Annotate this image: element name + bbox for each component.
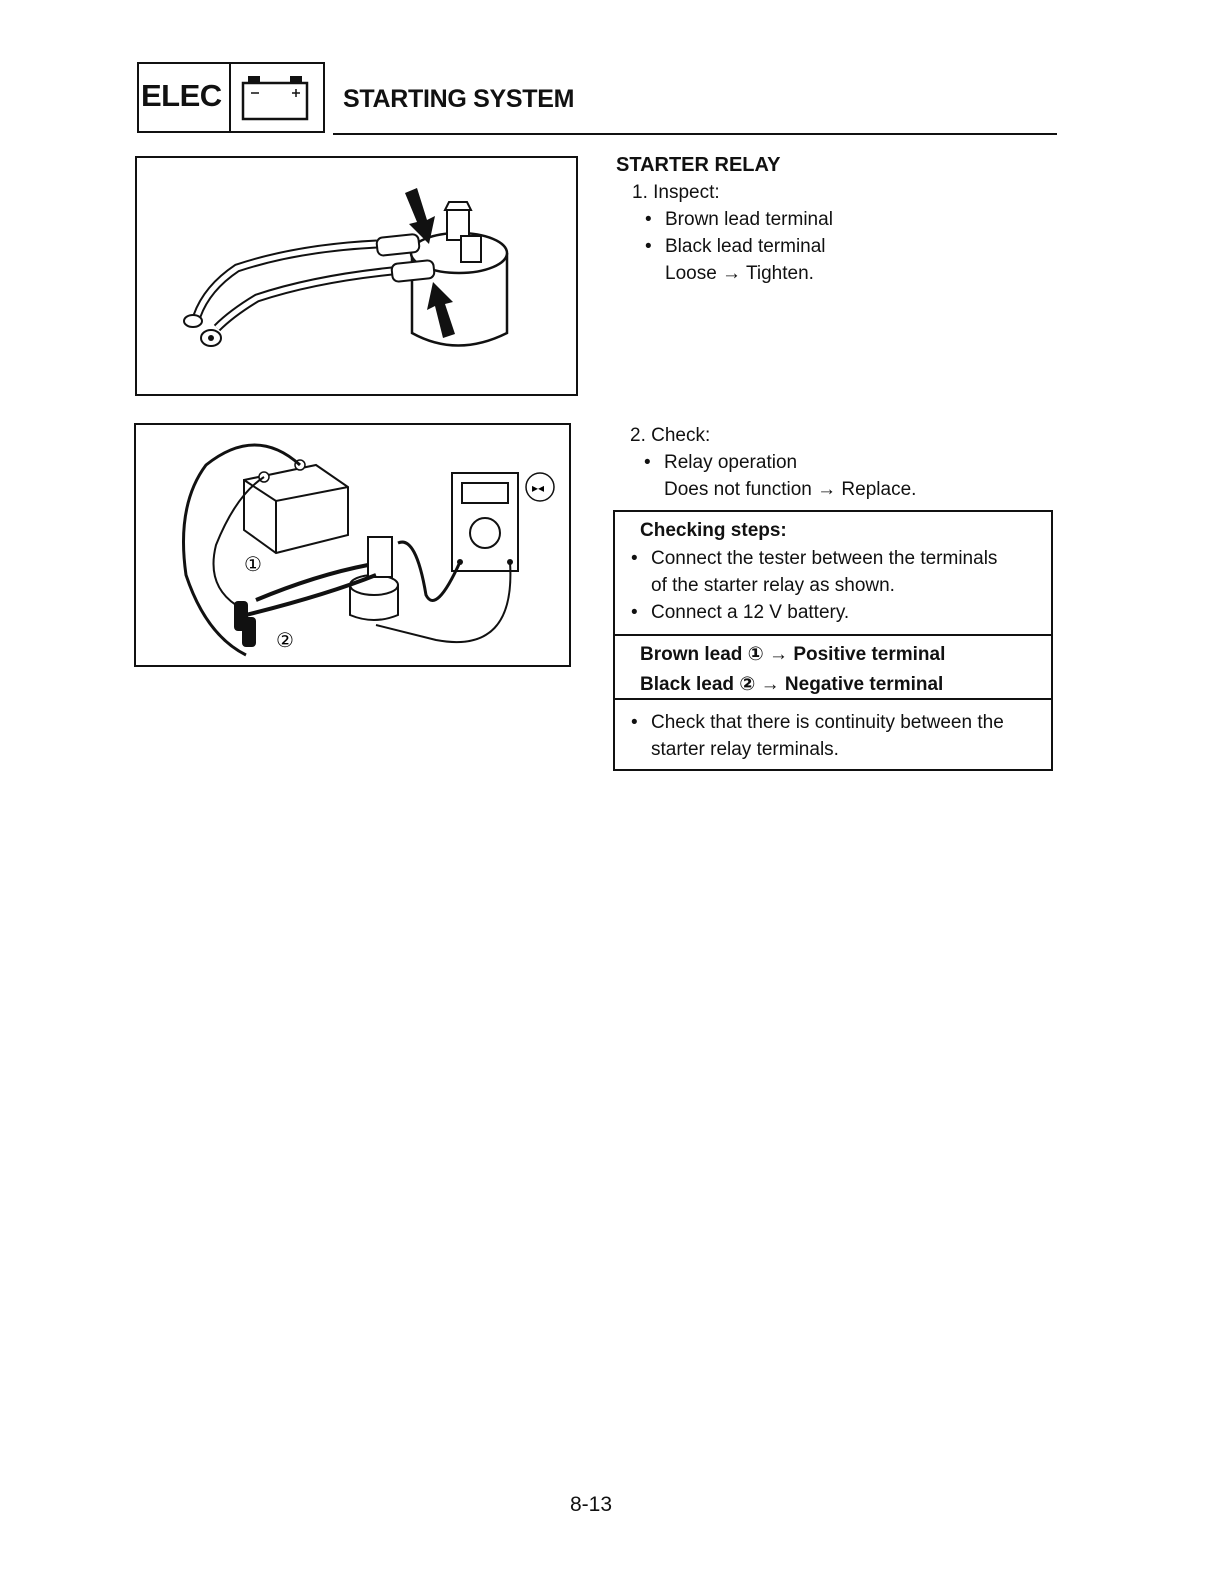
step-2-result: Does not function → Replace. [664, 479, 917, 500]
header-rule [333, 133, 1057, 135]
step-1-result: Loose → Tighten. [665, 263, 814, 284]
checking-final-item: • Check that there is continuity between the [651, 712, 1004, 734]
battery-icon [240, 74, 312, 124]
svg-text:▸◂: ▸◂ [532, 481, 545, 495]
step-1-label: 1. Inspect: [632, 182, 720, 203]
connection-brown-lead: Brown lead ① → Positive terminal [640, 644, 946, 665]
steps-divider [613, 698, 1053, 700]
page-number: 8-13 [570, 1493, 613, 1516]
section-code: ELEC [141, 78, 222, 113]
step-1-item: • Black lead terminal [665, 236, 826, 258]
connection-black-lead: Black lead ② → Negative terminal [640, 674, 944, 695]
section-heading: STARTER RELAY [616, 154, 781, 176]
callout-2: ② [276, 628, 294, 652]
callout-1: ① [244, 552, 262, 576]
section-tab-divider [229, 62, 231, 133]
continuity-test-illustration [136, 425, 569, 665]
checking-final-item-continued: starter relay terminals. [651, 739, 839, 760]
checking-step-item: • Connect the tester between the terminals [651, 548, 997, 570]
figure-continuity-test [134, 423, 571, 667]
step-2-item: • Relay operation [664, 452, 797, 474]
figure-starter-relay [135, 156, 578, 396]
starter-relay-illustration [137, 158, 576, 394]
steps-divider [613, 634, 1053, 636]
checking-step-item: • Connect a 12 V battery. [651, 602, 849, 624]
checking-step-item-continued: of the starter relay as shown. [651, 575, 895, 596]
step-1-item: • Brown lead terminal [665, 209, 833, 231]
checking-steps-heading: Checking steps: [640, 520, 787, 541]
step-2-label: 2. Check: [630, 425, 711, 446]
page-title: STARTING SYSTEM [343, 85, 575, 113]
